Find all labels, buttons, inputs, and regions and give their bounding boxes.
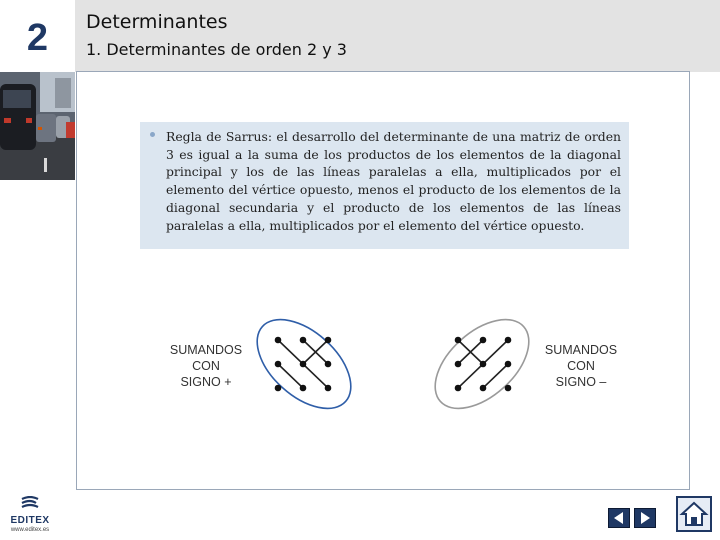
- triangle-left-icon: [609, 509, 629, 527]
- left-label-line1: SUMANDOS: [169, 343, 243, 357]
- rule-body: el desarrollo del determinante de una matriz de orden 3 es igual a la suma de los productos de los elementos de la diagonal principal y los de las líneas paralelas a ella, multiplicados por el elemento del vértice opuesto, menos el producto de los elementos de la diagonal secundaria y el producto de los elementos de las líneas paralelas a ella, multiplicados por el elemento del vértice opuesto.: [166, 129, 622, 233]
- next-slide-button[interactable]: [634, 508, 656, 528]
- right-diagram-label: [536, 342, 626, 390]
- page-subtitle: 1. Determinantes de orden 2 y 3: [86, 40, 347, 59]
- header-text: [86, 8, 347, 62]
- left-diagram-label: [160, 342, 252, 390]
- previous-slide-button[interactable]: [608, 508, 630, 528]
- sarrus-rule-box: [140, 122, 629, 249]
- house-icon: [678, 498, 710, 530]
- page-title: Determinantes: [86, 11, 228, 33]
- sarrus-negative-diagram: [428, 318, 534, 410]
- right-label-line2: CON: [567, 359, 595, 373]
- rule-term: Regla de Sarrus:: [166, 129, 273, 144]
- header-bar: [0, 0, 720, 72]
- home-button[interactable]: [676, 496, 712, 532]
- editex-logo-mark: [18, 496, 42, 510]
- traffic-photo: [0, 72, 75, 180]
- sarrus-positive-diagram: [252, 318, 358, 410]
- left-label-line3: SIGNO +: [180, 375, 232, 389]
- right-label-line3: SIGNO –: [555, 375, 607, 389]
- logo-url: www.editex.es: [10, 527, 50, 533]
- editex-logo: [4, 496, 56, 536]
- right-label-line1: SUMANDOS: [544, 343, 618, 357]
- sarrus-rule-text: [166, 128, 621, 234]
- logo-word: EDITEX: [10, 515, 50, 526]
- bullet-icon: [150, 132, 155, 137]
- left-label-line2: CON: [192, 359, 220, 373]
- traffic-photo-image: [0, 72, 75, 180]
- chapter-number: 2: [0, 0, 75, 72]
- triangle-right-icon: [635, 509, 655, 527]
